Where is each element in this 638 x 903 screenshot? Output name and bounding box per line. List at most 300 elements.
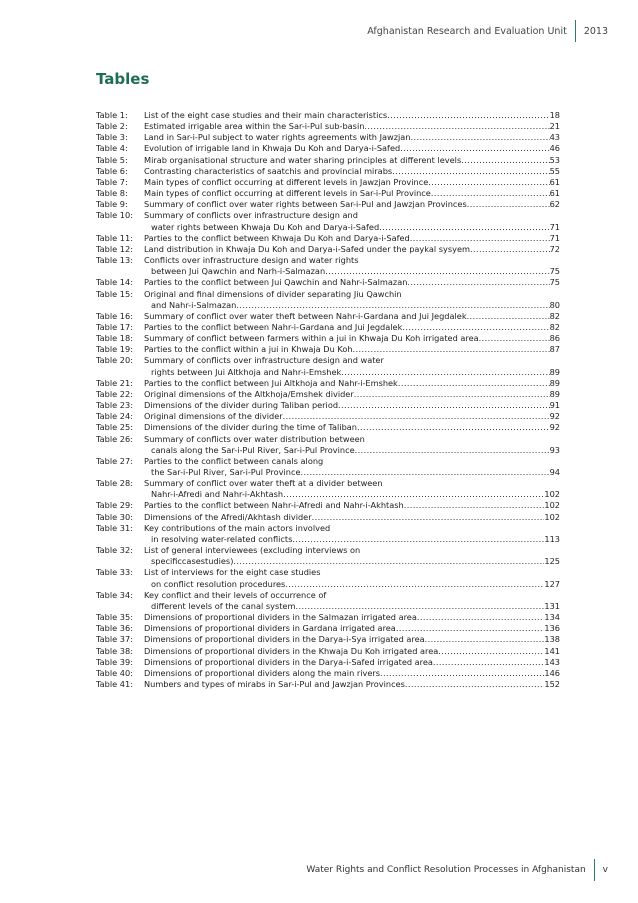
- toc-entry-number: Table 39:: [96, 656, 133, 667]
- toc-entry: [96, 545, 560, 567]
- toc-entry-title: List of the eight case studies and their main characteristics: [144, 110, 388, 120]
- toc-entry-body: [144, 199, 560, 210]
- toc-entry-page: 89: [549, 377, 560, 388]
- toc-entry-line: [144, 344, 560, 355]
- toc-entry-number: Table 34:: [96, 589, 133, 600]
- toc-entry-line: [144, 567, 560, 578]
- dot-leader: [425, 634, 545, 645]
- toc-entry-line: [144, 623, 560, 634]
- page-header: [367, 20, 608, 42]
- toc-entry-page: 62: [549, 199, 560, 210]
- toc-entry-line: [144, 634, 560, 645]
- toc-entry-title: Parties to the conflict between Jui Altkhoja and Nahr-i-Emshek: [144, 377, 398, 388]
- toc-entry-page: 86: [549, 333, 560, 344]
- toc-entry-body: [144, 378, 560, 389]
- footer-page-number: v: [602, 865, 608, 875]
- toc-entry-line: [144, 668, 560, 679]
- toc-entry-title: Summary of conflict between farmers within a jui in Khwaja Du Koh irrigated area: [144, 333, 479, 344]
- toc-entry-body: [144, 121, 560, 132]
- dot-leader: [364, 121, 549, 132]
- dot-leader: [392, 166, 549, 177]
- list-of-tables: [96, 110, 560, 690]
- toc-entry-body: [144, 400, 560, 411]
- toc-entry-number: Table 5:: [96, 154, 128, 165]
- dot-leader: [461, 155, 549, 166]
- toc-entry-line: [144, 523, 560, 534]
- toc-entry-page: 55: [549, 165, 560, 176]
- toc-entry-page: 127: [544, 578, 560, 589]
- toc-entry-line: [144, 378, 560, 389]
- dot-leader: [283, 489, 544, 500]
- toc-entry: [96, 411, 560, 422]
- toc-entry-title: Land distribution in Khwaja Du Koh and Darya-i-Safed under the paykal sysyem: [144, 243, 470, 254]
- page-footer: [306, 859, 608, 881]
- dot-leader: [338, 400, 550, 411]
- toc-entry: [96, 634, 560, 645]
- toc-entry-line: [144, 255, 560, 266]
- toc-entry-page: 91: [549, 400, 560, 411]
- toc-entry-page: 61: [549, 176, 560, 187]
- toc-entry: [96, 110, 560, 121]
- toc-entry: [96, 311, 560, 322]
- toc-entry: [96, 623, 560, 634]
- toc-entry-line: [144, 411, 560, 422]
- toc-entry-line: [144, 679, 560, 690]
- header-divider: [575, 20, 576, 42]
- toc-entry-body: [144, 233, 560, 244]
- toc-entry-title: Parties to the conflict between Jui Qawchin and Nahr-i-Salmazan: [144, 277, 408, 288]
- toc-entry-number: Table 9:: [96, 199, 128, 210]
- toc-entry-line: [144, 132, 560, 143]
- toc-entry-title: Land in Sar-i-Pul subject to water rights agreements with Jawzjan: [144, 132, 411, 143]
- toc-entry-page: 87: [549, 344, 560, 355]
- header-org: Afghanistan Research and Evaluation Unit: [367, 25, 567, 37]
- toc-entry-line: [144, 233, 560, 244]
- toc-entry-title: Dimensions of proportional dividers along the main rivers: [144, 667, 381, 678]
- toc-entry-number: Table 25:: [96, 422, 133, 433]
- toc-entry-line: [144, 266, 560, 277]
- toc-entry-title: Key contributions of the main actors involved: [144, 522, 331, 533]
- dot-leader: [379, 222, 549, 233]
- toc-entry-body: [144, 567, 560, 589]
- toc-entry-line: [144, 434, 560, 445]
- toc-entry-page: 75: [549, 266, 560, 277]
- toc-entry: [96, 523, 560, 545]
- toc-entry-line: [144, 456, 560, 467]
- footer-divider: [594, 859, 595, 881]
- dot-leader: [410, 233, 550, 244]
- toc-entry-number: Table 24:: [96, 411, 133, 422]
- toc-entry-body: [144, 657, 560, 668]
- toc-entry-body: [144, 344, 560, 355]
- toc-entry-body: [144, 623, 560, 634]
- toc-entry-number: Table 1:: [96, 110, 128, 120]
- dot-leader: [312, 512, 545, 523]
- dot-leader: [428, 177, 549, 188]
- toc-entry-title: Estimated irrigable area within the Sar-i-Pul sub-basin: [144, 121, 365, 132]
- toc-entry-number: Table 8:: [96, 188, 128, 199]
- toc-entry-line: [144, 534, 560, 545]
- dot-leader: [467, 199, 550, 210]
- toc-entry-page: 82: [549, 321, 560, 332]
- toc-entry-body: [144, 523, 560, 545]
- toc-entry-body: [144, 634, 560, 645]
- toc-entry: [96, 478, 560, 500]
- toc-entry-page: 89: [549, 366, 560, 377]
- toc-entry-title: water rights between Khwaja Du Koh and Darya-i-Safed: [151, 221, 380, 232]
- toc-entry-line: [144, 300, 560, 311]
- toc-entry-body: [144, 166, 560, 177]
- toc-entry: [96, 210, 560, 232]
- toc-entry-title: Nahr-i-Afredi and Nahr-i-Akhtash: [151, 489, 284, 500]
- dot-leader: [470, 244, 550, 255]
- toc-entry-number: Table 15:: [96, 288, 133, 299]
- footer-publication: Water Rights and Conflict Resolution Processes in Afghanistan: [306, 865, 586, 875]
- toc-entry-number: Table 37:: [96, 634, 133, 645]
- dot-leader: [402, 322, 549, 333]
- toc-entry-title: specificcasestudies): [151, 556, 234, 567]
- toc-entry: [96, 199, 560, 210]
- dot-leader: [292, 534, 544, 545]
- toc-entry: [96, 132, 560, 143]
- toc-entry-number: Table 36:: [96, 623, 133, 634]
- toc-entry-page: 71: [549, 221, 560, 232]
- dot-leader: [467, 311, 550, 322]
- dot-leader: [396, 623, 545, 634]
- toc-entry-line: [144, 355, 560, 366]
- toc-entry-page: 92: [549, 422, 560, 433]
- toc-entry-page: 18: [549, 110, 560, 120]
- dot-leader: [433, 657, 544, 668]
- toc-entry-page: 75: [549, 277, 560, 288]
- toc-entry-line: [144, 143, 560, 154]
- toc-entry-number: Table 35:: [96, 612, 133, 623]
- toc-entry: [96, 344, 560, 355]
- toc-entry-body: [144, 456, 560, 478]
- toc-entry-line: [144, 489, 560, 500]
- toc-entry: [96, 434, 560, 456]
- toc-entry-number: Table 41:: [96, 678, 133, 689]
- toc-entry-title: in resolving water-related conflicts: [151, 533, 293, 544]
- toc-entry-number: Table 17:: [96, 321, 133, 332]
- toc-entry-number: Table 3:: [96, 132, 128, 143]
- dot-leader: [411, 132, 550, 143]
- toc-entry: [96, 646, 560, 657]
- toc-entry-body: [144, 478, 560, 500]
- toc-entry-page: 131: [544, 600, 560, 611]
- toc-entry-body: [144, 177, 560, 188]
- toc-entry-page: 102: [544, 500, 560, 511]
- toc-entry-body: [144, 188, 560, 199]
- toc-entry: [96, 657, 560, 668]
- toc-entry-line: [144, 289, 560, 300]
- toc-entry-title: between Jui Qawchin and Narh-i-Salmazan: [151, 266, 326, 277]
- toc-entry-number: Table 23:: [96, 400, 133, 411]
- toc-entry-page: 72: [549, 243, 560, 254]
- toc-entry-number: Table 21:: [96, 377, 133, 388]
- toc-entry-number: Table 22:: [96, 388, 133, 399]
- toc-entry-body: [144, 646, 560, 657]
- toc-entry-line: [144, 400, 560, 411]
- toc-entry: [96, 612, 560, 623]
- toc-entry-number: Table 20:: [96, 355, 133, 366]
- toc-entry-line: [144, 579, 560, 590]
- toc-entry-number: Table 18:: [96, 333, 133, 344]
- toc-entry: [96, 400, 560, 411]
- toc-entry-number: Table 11:: [96, 232, 133, 243]
- toc-entry-number: Table 28:: [96, 478, 133, 489]
- toc-entry-line: [144, 177, 560, 188]
- toc-entry-number: Table 40:: [96, 667, 133, 678]
- toc-entry-title: Summary of conflicts over water distribution between: [144, 433, 365, 444]
- toc-entry-title: Numbers and types of mirabs in Sar-i-Pul and Jawzjan Provinces: [144, 678, 405, 689]
- dot-leader: [431, 188, 550, 199]
- dot-leader: [479, 333, 550, 344]
- toc-entry: [96, 389, 560, 400]
- toc-entry-number: Table 26:: [96, 433, 133, 444]
- toc-entry-line: [144, 155, 560, 166]
- dot-leader: [357, 422, 550, 433]
- toc-entry: [96, 500, 560, 511]
- dot-leader: [407, 277, 549, 288]
- toc-entry-number: Table 7:: [96, 176, 128, 187]
- toc-entry-number: Table 6:: [96, 165, 128, 176]
- toc-entry-line: [144, 545, 560, 556]
- toc-entry-page: 92: [549, 411, 560, 422]
- toc-entry-page: 61: [549, 188, 560, 199]
- toc-entry-page: 46: [549, 143, 560, 154]
- dot-leader: [353, 344, 550, 355]
- toc-entry-title: Parties to the conflict between Nahr-i-Afredi and Nahr-i-Akhtash: [144, 500, 404, 511]
- toc-entry-line: [144, 110, 560, 121]
- toc-entry-number: Table 33:: [96, 567, 133, 578]
- toc-entry-line: [144, 244, 560, 255]
- toc-entry: [96, 166, 560, 177]
- toc-entry-page: 43: [549, 132, 560, 143]
- toc-entry-title: List of interviews for the eight case studies: [144, 567, 321, 578]
- dot-leader: [417, 612, 545, 623]
- toc-entry-number: Table 10:: [96, 210, 133, 221]
- toc-entry-body: [144, 355, 560, 377]
- toc-entry-page: 94: [549, 467, 560, 477]
- toc-entry-number: Table 13:: [96, 255, 133, 266]
- toc-entry: [96, 255, 560, 277]
- toc-entry-line: [144, 646, 560, 657]
- toc-entry-page: 71: [549, 232, 560, 243]
- toc-entry-page: 141: [544, 645, 560, 656]
- toc-entry-title: rights between Jui Altkhoja and Nahr-i-Emshek: [151, 366, 342, 377]
- dot-leader: [285, 579, 544, 590]
- toc-entry-page: 136: [544, 623, 560, 634]
- toc-entry-page: 89: [549, 388, 560, 399]
- dot-leader: [301, 467, 550, 478]
- dot-leader: [283, 411, 550, 422]
- toc-entry-title: Dimensions of proportional dividers in the Darya-i-Sya irrigated area: [144, 634, 425, 645]
- toc-entry-title: different levels of the canal system: [151, 600, 296, 611]
- toc-entry-line: [144, 222, 560, 233]
- toc-entry-line: [144, 311, 560, 322]
- toc-entry-page: 93: [549, 444, 560, 455]
- toc-entry-line: [144, 601, 560, 612]
- toc-entry-page: 138: [544, 634, 560, 645]
- toc-entry-body: [144, 289, 560, 311]
- toc-entry-body: [144, 110, 560, 121]
- dot-leader: [400, 143, 549, 154]
- toc-entry-line: [144, 389, 560, 400]
- toc-entry-line: [144, 467, 560, 478]
- toc-entry-number: Table 30:: [96, 511, 133, 522]
- toc-entry-body: [144, 512, 560, 523]
- toc-entry-title: Parties to the conflict between canals along: [144, 455, 324, 466]
- toc-entry-number: Table 14:: [96, 277, 133, 288]
- toc-entry-line: [144, 657, 560, 668]
- toc-entry-number: Table 29:: [96, 500, 133, 511]
- toc-entry-number: Table 32:: [96, 545, 133, 556]
- toc-entry: [96, 355, 560, 377]
- toc-entry-title: Parties to the conflict within a jui in Khwaja Du Koh: [144, 344, 353, 355]
- toc-entry-line: [144, 121, 560, 132]
- toc-entry-title: Dimensions of proportional dividers in the Darya-i-Safed irrigated area: [144, 656, 433, 667]
- toc-entry-title: Main types of conflict occurring at different levels in Sar-i-Pul Province: [144, 188, 431, 199]
- toc-entry-page: 102: [544, 489, 560, 500]
- toc-entry: [96, 422, 560, 433]
- toc-entry-body: [144, 545, 560, 567]
- toc-entry-page: 53: [549, 154, 560, 165]
- toc-entry-title: Key conflict and their levels of occurrence of: [144, 589, 327, 600]
- toc-entry-line: [144, 199, 560, 210]
- dot-leader: [387, 110, 549, 121]
- toc-entry-page: 146: [544, 667, 560, 678]
- toc-entry-title: Summary of conflicts over infrastructure design and: [144, 210, 358, 221]
- toc-entry-title: Original and final dimensions of divider separating Jiu Qawchin: [144, 288, 402, 299]
- toc-entry-page: 80: [549, 299, 560, 310]
- toc-entry: [96, 456, 560, 478]
- toc-entry-number: Table 12:: [96, 243, 133, 254]
- toc-entry-number: Table 38:: [96, 645, 133, 656]
- toc-entry-title: Summary of conflict over water theft between Nahr-i-Gardana and Jui Jegdalek: [144, 310, 467, 321]
- toc-entry-line: [144, 612, 560, 623]
- toc-entry-number: Table 4:: [96, 143, 128, 154]
- toc-entry-title: on conflict resolution procedures: [151, 578, 286, 589]
- toc-entry-page: 113: [544, 533, 560, 544]
- toc-entry-page: 152: [544, 678, 560, 689]
- toc-entry-title: List of general interviewees (excluding interviews on: [144, 545, 361, 556]
- toc-entry-body: [144, 322, 560, 333]
- toc-entry-line: [144, 188, 560, 199]
- dot-leader: [236, 300, 549, 311]
- toc-entry-line: [144, 512, 560, 523]
- toc-entry-body: [144, 411, 560, 422]
- toc-entry-page: 134: [544, 612, 560, 623]
- toc-entry-title: canals along the Sar-i-Pul River, Sar-i-Pul Province: [151, 444, 355, 455]
- toc-entry-body: [144, 668, 560, 679]
- toc-entry-title: Summary of conflict over water theft at a divider between: [144, 478, 383, 489]
- toc-entry-title: Conflicts over infrastructure design and water rights: [144, 255, 359, 266]
- toc-entry-body: [144, 500, 560, 511]
- toc-entry: [96, 244, 560, 255]
- toc-entry-title: Mirab organisational structure and water sharing principles at different levels: [144, 154, 462, 165]
- toc-entry-title: Parties to the conflict between Khwaja Du Koh and Darya-i-Safed: [144, 232, 410, 243]
- toc-entry-title: Dimensions of the Afredi/Akhtash divider: [144, 511, 312, 522]
- toc-entry-line: [144, 322, 560, 333]
- toc-entry-line: [144, 277, 560, 288]
- toc-entry-title: Dimensions of proportional dividers in the Khwaja Du Koh irrigated area: [144, 645, 439, 656]
- toc-entry-number: Table 31:: [96, 522, 133, 533]
- toc-entry-number: Table 2:: [96, 121, 128, 132]
- dot-leader: [325, 266, 549, 277]
- toc-entry: [96, 668, 560, 679]
- toc-entry-body: [144, 612, 560, 623]
- toc-entry-title: Summary of conflict over water rights between Sar-i-Pul and Jawzjan Provinces: [144, 199, 467, 210]
- toc-entry: [96, 277, 560, 288]
- toc-entry-line: [144, 478, 560, 489]
- toc-entry-title: and Nahr-i-Salmazan: [151, 299, 237, 310]
- toc-entry-line: [144, 210, 560, 221]
- toc-entry-line: [144, 590, 560, 601]
- dot-leader: [405, 679, 544, 690]
- toc-entry-body: [144, 590, 560, 612]
- toc-entry-number: Table 27:: [96, 455, 133, 466]
- dot-leader: [295, 601, 544, 612]
- toc-entry-body: [144, 143, 560, 154]
- toc-entry-page: 82: [549, 310, 560, 321]
- toc-entry: [96, 143, 560, 154]
- dot-leader: [341, 367, 549, 378]
- toc-entry-title: Dimensions of the divider during the time of Taliban: [144, 422, 357, 433]
- toc-entry-body: [144, 155, 560, 166]
- toc-entry-page: 125: [544, 556, 560, 567]
- toc-entry-line: [144, 166, 560, 177]
- toc-entry: [96, 590, 560, 612]
- header-year: 2013: [583, 25, 608, 37]
- toc-entry-title: the Sar-i-Pul River, Sar-i-Pul Province: [151, 467, 301, 477]
- toc-entry: [96, 233, 560, 244]
- toc-entry: [96, 155, 560, 166]
- toc-entry-body: [144, 311, 560, 322]
- toc-entry-body: [144, 434, 560, 456]
- toc-entry: [96, 177, 560, 188]
- toc-entry-body: [144, 210, 560, 232]
- dot-leader: [398, 378, 550, 389]
- toc-entry: [96, 679, 560, 690]
- dot-leader: [404, 500, 545, 511]
- toc-entry-title: Dimensions of proportional dividers in the Salmazan irrigated area: [144, 612, 417, 623]
- toc-entry-title: Main types of conflict occurring at different levels in Jawzjan Province: [144, 176, 429, 187]
- toc-entry: [96, 378, 560, 389]
- toc-entry-line: [144, 367, 560, 378]
- toc-entry: [96, 121, 560, 132]
- toc-entry-title: Contrasting characteristics of saatchis and provincial mirabs: [144, 165, 393, 176]
- dot-leader: [233, 556, 544, 567]
- toc-entry-title: Dimensions of proportional dividers in Gardana irrigated area: [144, 623, 396, 634]
- toc-entry-title: Parties to the conflict between Nahr-i-Gardana and Jui Jegdalek: [144, 321, 403, 332]
- toc-entry-number: Table 19:: [96, 344, 133, 355]
- toc-entry-page: 21: [549, 121, 560, 132]
- dot-leader: [380, 668, 544, 679]
- toc-entry-body: [144, 244, 560, 255]
- toc-entry-body: [144, 422, 560, 433]
- toc-entry-page: 143: [544, 656, 560, 667]
- toc-entry-title: Summary of conflicts over infrastructure design and water: [144, 355, 384, 366]
- dot-leader: [354, 389, 550, 400]
- toc-entry: [96, 567, 560, 589]
- toc-entry-title: Original dimensions of the divider: [144, 411, 283, 422]
- toc-entry-line: [144, 445, 560, 456]
- toc-entry-body: [144, 255, 560, 277]
- toc-entry-body: [144, 679, 560, 690]
- toc-entry-line: [144, 500, 560, 511]
- toc-entry-line: [144, 556, 560, 567]
